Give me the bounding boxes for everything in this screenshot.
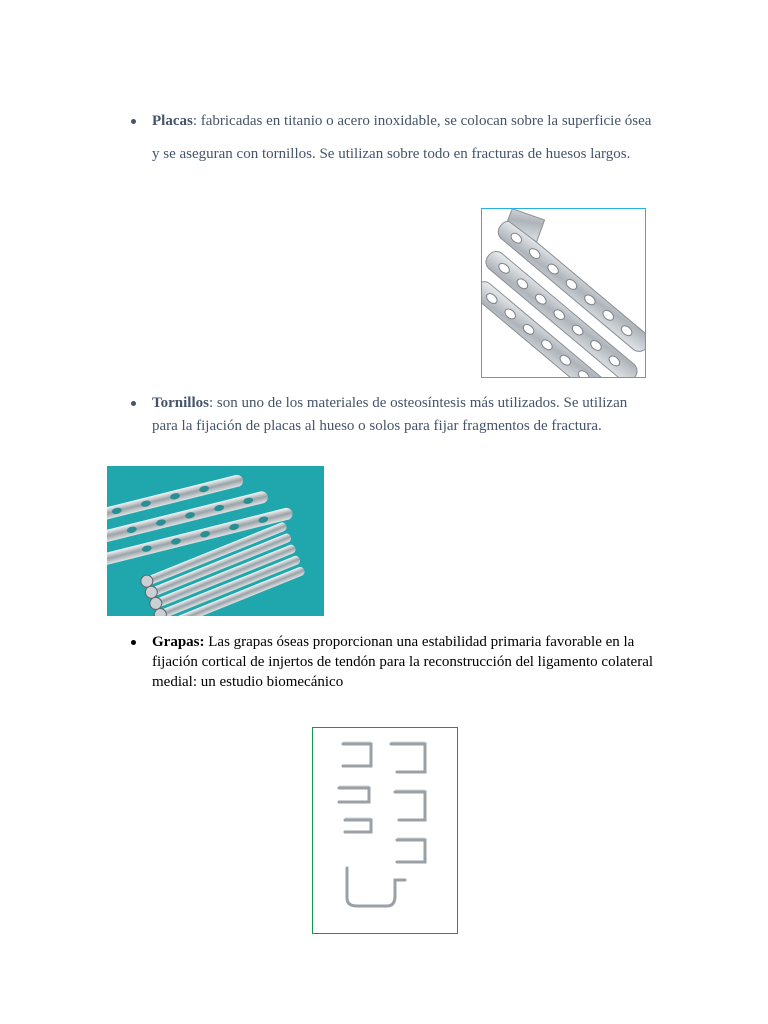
list-item-grapas — [152, 632, 662, 692]
bullet-icon — [131, 401, 136, 406]
bullet-icon — [131, 640, 136, 645]
description-grapas: Las grapas óseas proporcionan una estabilidad primaria favorable en la fijación cortical de injertos de tendón para la reconstrucción del ligamento colateral medial: un estudio biomecánico — [152, 634, 654, 690]
bone-staples-image — [312, 727, 458, 934]
description-placas: : fabricadas en titanio o acero inoxidable, se colocan sobre la superficie ósea y se aseguran con tornillos. Se utilizan sobre todo en fracturas de huesos largos. — [152, 113, 652, 162]
list-item-placas — [152, 105, 652, 171]
screws-image — [107, 466, 324, 616]
term-grapas: Grapas: — [152, 634, 205, 650]
list-item-tornillos — [152, 392, 652, 438]
term-placas: Placas — [152, 113, 193, 129]
bullet-icon — [131, 119, 136, 124]
bone-plates-image — [481, 208, 646, 378]
description-tornillos: : son uno de los materiales de osteosíntesis más utilizados. Se utilizan para la fijación de placas al hueso o solos para fijar fragmentos de fractura. — [152, 395, 628, 434]
term-tornillos: Tornillos — [152, 395, 209, 411]
